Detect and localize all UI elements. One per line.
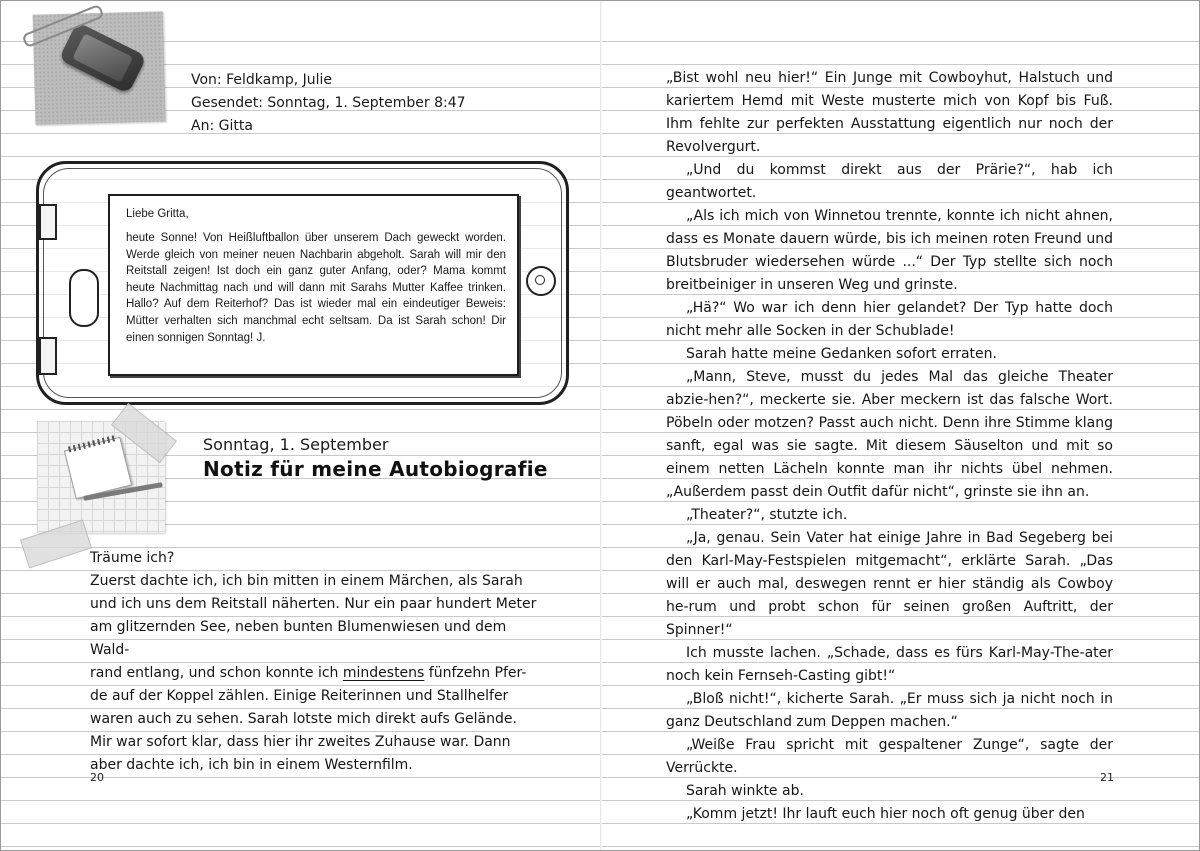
text-line: de auf der Koppel zählen. Einige Reiterinnen und Stallhelfer	[90, 688, 509, 704]
text-line: und ich uns dem Reitstall näherten. Nur ein paar hundert Meter	[90, 596, 537, 612]
left-page-text	[90, 547, 538, 777]
note-date: Sonntag, 1. September	[203, 435, 389, 454]
paragraph: „Als ich mich von Winnetou trennte, konnte ich nicht ahnen, dass es Monate dauern würde, bis ich meinen roten Freund und Blutsbruder wiedersehen würde ...“ Der Typ stellte sich noch breitbeiniger in unseren Weg und grinste.	[666, 208, 1113, 293]
text-line: waren auch zu sehen. Sarah lotste mich direkt aufs Gelände.	[90, 711, 517, 727]
note-title: Notiz für meine Autobiografie	[203, 457, 548, 481]
paragraph: Ich musste lachen. „Schade, dass es fürs Karl-May-The-ater noch kein Fernseh-Casting gibt!“	[666, 645, 1113, 684]
text-line: aber dachte ich, ich bin in einem Westernfilm.	[90, 757, 413, 773]
email-to: An: Gitta	[191, 118, 253, 134]
paragraph: Sarah hatte meine Gedanken sofort erraten.	[686, 346, 997, 362]
text-line: Träume ich?	[90, 550, 175, 566]
book-gutter	[600, 1, 602, 850]
email-sent: Gesendet: Sonntag, 1. September 8:47	[191, 95, 466, 111]
paragraph: Sarah winkte ab.	[686, 783, 804, 799]
paragraph: „Und du kommst direkt aus der Prärie?“, hab ich geantwortet.	[666, 162, 1113, 201]
text-line: Mir war sofort klar, dass hier ihr zweites Zuhause war. Dann	[90, 734, 511, 750]
text-fragment: fünfzehn Pfer-	[424, 665, 527, 681]
page-number-right: 21	[1100, 771, 1114, 784]
phone-side-button-icon	[39, 204, 57, 240]
paragraph: „Weiße Frau spricht mit gespaltener Zunge“, sagte der Verrückte.	[666, 737, 1113, 776]
email-header	[191, 69, 466, 138]
paragraph: „Mann, Steve, musst du jedes Mal das gleiche Theater abzie-hen?“, meckerte sie. Aber meckern ist das falsche Wort. Pöbeln oder motzen? Passt auch nicht. Denn ihre Stimme klang sanft, egal was sie sagte. Mit diesem Säuselton und mit so einem netten Lächeln konnte man ihr nichts übel nehmen. „Außerdem passt dein Outfit dafür nicht“, grinste sie ihn an.	[666, 369, 1113, 500]
text-line: Zuerst dachte ich, ich bin mitten in einem Märchen, als Sarah	[90, 573, 523, 589]
phone-side-button-icon	[39, 337, 57, 375]
paragraph: „Theater?“, stutzte ich.	[686, 507, 848, 523]
paragraph: „Hä?“ Wo war ich denn hier gelandet? Der Typ hatte doch nicht mehr alle Socken in der Schublade!	[666, 300, 1113, 339]
text-line	[90, 662, 538, 685]
phone-camera-icon	[526, 266, 556, 296]
right-page-text	[666, 67, 1113, 826]
email-greeting: Liebe Gritta,	[126, 208, 189, 220]
phone-home-button-icon	[69, 269, 99, 327]
paragraph: „Ja, genau. Sein Vater hat einige Jahre in Bad Segeberg bei den Karl-May-Festspielen mitgemacht“, erklärte Sarah. „Das will er auch mal, deswegen rennt er hier ständig als Cowboy he-rum und probt schon für seinen großen Auftritt, der Spinner!“	[666, 530, 1113, 638]
email-from: Von: Feldkamp, Julie	[191, 72, 333, 88]
text-line: am glitzernden See, neben bunten Blumenwiesen und dem Wald-	[90, 619, 507, 658]
paragraph: „Bist wohl neu hier!“ Ein Junge mit Cowboyhut, Halstuch und kariertem Hemd mit Weste musterte mich von Kopf bis Fuß. Ihm fehlte zur perfekten Ausstattung eigentlich nur noch der Revolvergurt.	[666, 70, 1113, 155]
smartphone-icon	[58, 22, 147, 94]
text-fragment: rand entlang, und schon konnte ich	[90, 665, 339, 681]
paragraph: „Komm jetzt! Ihr lauft euch hier noch oft genug über den	[686, 806, 1085, 822]
page-number-left: 20	[90, 771, 104, 784]
email-message	[108, 194, 519, 376]
paragraph: „Bloß nicht!“, kicherte Sarah. „Er muss sich ja nicht noch in ganz Deutschland zum Deppen machen.“	[666, 691, 1113, 730]
underlined-word: mindestens	[342, 665, 425, 681]
email-body: heute Sonne! Von Heißluftballon über unserem Dach geweckt worden. Werde gleich von meiner neuen Nachbarin abgeholt. Sarah will mir den Reitstall zeigen! Ist doch ein ganz guter Anfang, oder? Mama kommt heute Nachmittag nach und will dann mit Sarahs Mutter Kaffee trinken. Hallo? Auf dem Reiterhof? Das ist wieder mal ein eindeutiger Beweis: Mütter verhalten sich manchmal echt seltsam. Da ist Sarah schon! Dir einen sonnigen Sonntag! J.	[126, 232, 506, 344]
